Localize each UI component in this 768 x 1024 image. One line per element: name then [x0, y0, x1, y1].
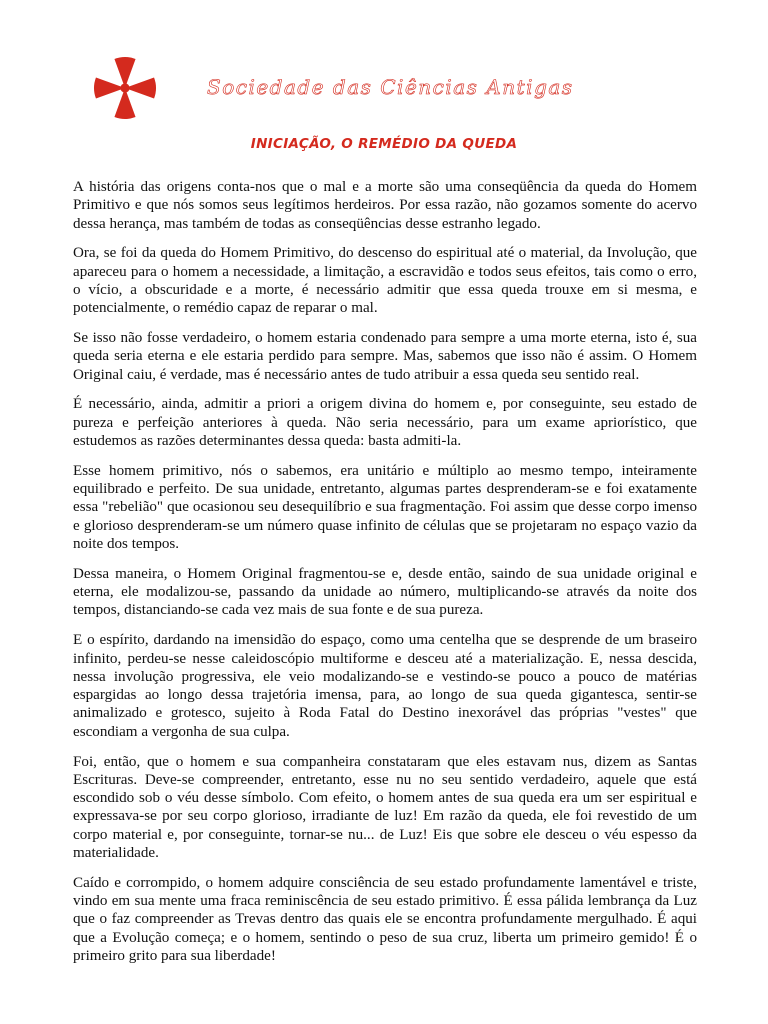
paragraph: Ora, se foi da queda do Homem Primitivo, do descenso do espiritual até o material, da Involução, que apareceu para o homem a necessidade, a limitação, a escravidão e todos seus efeitos, tais como o erro, o vício, a obscuridade e a morte, é necessário admitir que essa queda trouxe em si mesma, e potencialmente, o remédio capaz de reparar o mal. [73, 245, 697, 317]
paragraph: É necessário, ainda, admitir a priori a origem divina do homem e, por conseguinte, seu estado de pureza e perfeição anteriores à queda. Não seria necessário, para um exame apriorístico, que estudemos as razões determinantes dessa queda: basta admiti-la. [73, 396, 697, 450]
paragraph: Foi, então, que o homem e sua companheira constataram que eles estavam nus, dizem as Santas Escrituras. Deve-se compreender, entretanto, esse nu no seu sentido verdadeiro, aquele que está escondido sob o véu desse símbolo. Com efeito, o homem antes de sua queda era um ser espiritual e expressava-se por seu corpo glorioso, irradiante de luz! Em razão da queda, ele foi revestido de um corpo material e, por conseguinte, tornar-se nu... de Luz! Eis que sobre ele desceu o véu espesso da materialidade. [73, 753, 697, 861]
society-name: Sociedade das Ciências Antigas [207, 75, 574, 99]
paragraph: Dessa maneira, o Homem Original fragmentou-se e, desde então, saindo de sua unidade original e eterna, ele modalizou-se, passando da unidade ao número, multiplicando-se através da noite dos tempos, distanciando-se cada vez mais de sua fonte e de sua pureza. [73, 565, 697, 619]
document-title: INICIAÇÃO, O REMÉDIO DA QUEDA [250, 136, 518, 152]
paragraph: Caído e corrompido, o homem adquire consciência de seu estado profundamente lamentável e triste, vindo em sua mente uma fraca reminiscência de seu estado primitivo. É essa pálida lembrança da Luz que o faz compreender as Trevas dentro das quais ele se encontra profundamente mergulhado. É aqui que a Evolução começa; e o homem, sentindo o peso de sua cruz, liberta um primeiro gemido! É o primeiro grito para sua liberdade! [73, 874, 697, 964]
paragraph: Se isso não fosse verdadeiro, o homem estaria condenado para sempre a uma morte eterna, isto é, sua queda seria eterna e ele estaria perdido para sempre. Mas, sabemos que isso não é assim. O Homem Original caiu, é verdade, mas é necessário antes de tudo atribuir a essa queda seu sentido real. [73, 330, 697, 383]
paragraph: Esse homem primitivo, nós o sabemos, era unitário e múltiplo ao mesmo tempo, inteiramente equilibrado e perfeito. De sua unidade, entretanto, algumas partes desprenderam-se e foi exatamente essa "rebelião" que ocasionou seu desequilíbrio e sua fragmentação. Foi assim que desse corpo imenso e glorioso desprenderam-se um número quase infinito de células que se projetaram no espaço vazio da noite dos tempos. [73, 462, 697, 553]
red-cross-pattee-icon [92, 55, 158, 121]
paragraph: E o espírito, dardando na imensidão do espaço, como uma centelha que se desprende de um braseiro infinito, perdeu-se nesse caleidoscópio multiforme e desceu até a materialização. E, nessa descida, nessa involução progressiva, ele veio modalizando-se e vestindo-se pouco a pouco de matérias espargidas ao longo dessa trajetória imensa, para, ao longo de sua queda gigantesca, sentir-se animalizado e grotesco, sujeito à Roda Fatal do Destino inexorável das próprias "vestes" que escondiam a vergonha de sua culpa. [73, 632, 697, 740]
page-header [92, 55, 712, 125]
document-body [73, 178, 697, 977]
paragraph: A história das origens conta-nos que o mal e a morte são uma conseqüência da queda do Homem Primitivo e que nós somos seus legítimos herdeiros. Por essa razão, não gozamos somente do acervo dessa herança, mas também de todas as conseqüências desse estranho legado. [73, 179, 697, 232]
